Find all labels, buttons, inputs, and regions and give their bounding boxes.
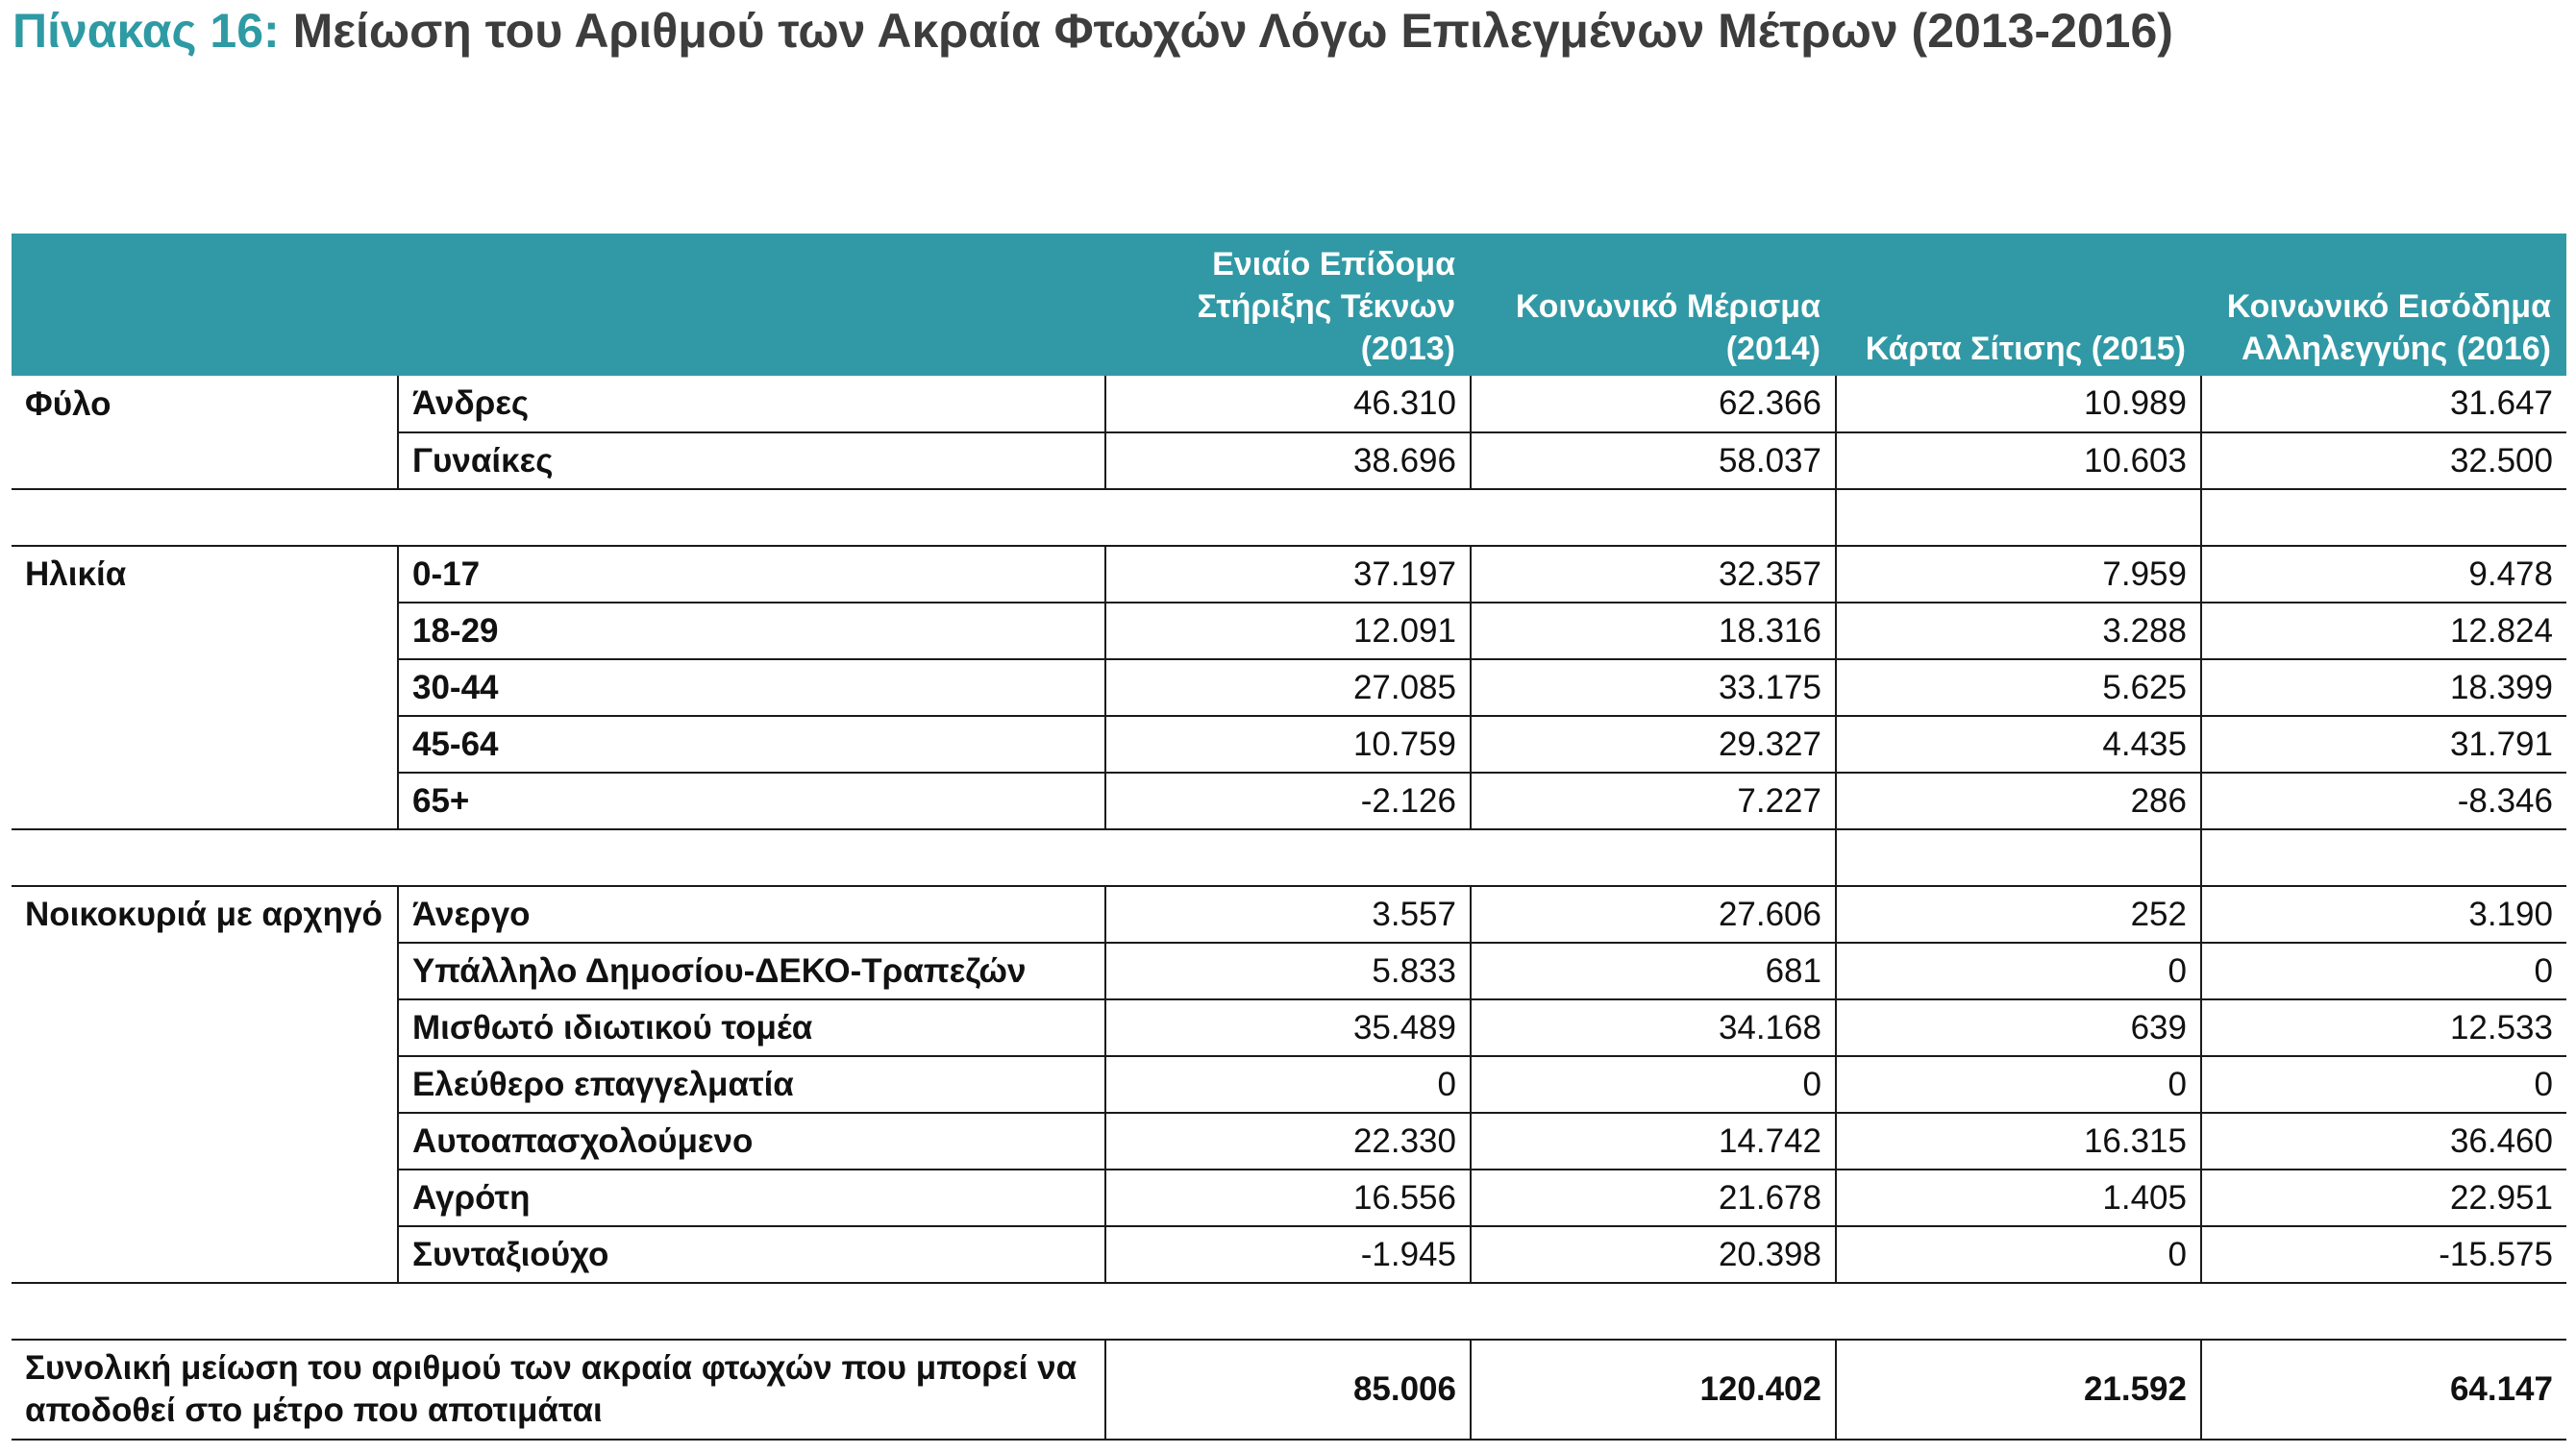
cell-value: -8.346 bbox=[2201, 773, 2566, 829]
total-row bbox=[12, 1340, 2566, 1440]
cell-value: 22.330 bbox=[1105, 1113, 1471, 1170]
cell-value: 18.399 bbox=[2201, 659, 2566, 716]
row-label: 0-17 bbox=[398, 546, 1105, 603]
group-label-age: Ηλικία bbox=[25, 555, 127, 593]
total-value: 120.402 bbox=[1471, 1340, 1836, 1440]
header-row bbox=[12, 234, 2566, 376]
cell-value: 0 bbox=[2201, 1056, 2566, 1113]
table-row bbox=[12, 943, 2566, 999]
row-label: Άνεργο bbox=[398, 886, 1105, 943]
spacer-row bbox=[12, 829, 2566, 886]
total-label: Συνολική μείωση του αριθμού των ακραία φτωχών που μπορεί να αποδοθεί στο μέτρο που αποτιμάται bbox=[12, 1340, 1105, 1440]
group-label-gender: Φύλο bbox=[25, 384, 111, 423]
cell-value: 12.533 bbox=[2201, 999, 2566, 1056]
cell-value: 5.833 bbox=[1105, 943, 1471, 999]
row-label: 30-44 bbox=[398, 659, 1105, 716]
row-label: Συνταξιούχο bbox=[398, 1226, 1105, 1283]
group-label-spacer bbox=[12, 432, 398, 489]
cell-value: 3.288 bbox=[1836, 603, 2201, 659]
spacer-row bbox=[12, 1283, 2566, 1340]
cell-value: 7.227 bbox=[1471, 773, 1836, 829]
cell-value: 681 bbox=[1471, 943, 1836, 999]
row-label: Ελεύθερο επαγγελματία bbox=[398, 1056, 1105, 1113]
table-title-text: Μείωση του Αριθμού των Ακραία Φτωχών Λόγω Επιλεγμένων Μέτρων (2013-2016) bbox=[292, 4, 2173, 58]
cell-value: 62.366 bbox=[1471, 376, 1836, 432]
page-title bbox=[12, 2, 2415, 61]
table-row bbox=[12, 1056, 2566, 1113]
row-label: Αγρότη bbox=[398, 1170, 1105, 1226]
table-row bbox=[12, 659, 2566, 716]
header-measure-2014: Κοινωνικό Μέρισμα (2014) bbox=[1471, 234, 1836, 376]
table-row bbox=[12, 773, 2566, 829]
cell-value: 1.405 bbox=[1836, 1170, 2201, 1226]
poverty-reduction-table bbox=[12, 234, 2566, 1441]
header-blank-1 bbox=[12, 234, 398, 376]
cell-value: 3.557 bbox=[1105, 886, 1471, 943]
cell-value: 18.316 bbox=[1471, 603, 1836, 659]
cell-value: 46.310 bbox=[1105, 376, 1471, 432]
cell-value: 12.091 bbox=[1105, 603, 1471, 659]
cell-value: 252 bbox=[1836, 886, 2201, 943]
cell-value: 0 bbox=[2201, 943, 2566, 999]
cell-value: 22.951 bbox=[2201, 1170, 2566, 1226]
cell-value: 27.606 bbox=[1471, 886, 1836, 943]
cell-value: 4.435 bbox=[1836, 716, 2201, 773]
row-label: 45-64 bbox=[398, 716, 1105, 773]
cell-value: 0 bbox=[1471, 1056, 1836, 1113]
cell-value: 14.742 bbox=[1471, 1113, 1836, 1170]
header-measure-2016: Κοινωνικό Εισόδημα Αλληλεγγύης (2016) bbox=[2201, 234, 2566, 376]
cell-value: 10.603 bbox=[1836, 432, 2201, 489]
cell-value: -15.575 bbox=[2201, 1226, 2566, 1283]
table-row bbox=[12, 376, 2566, 432]
cell-value: 32.500 bbox=[2201, 432, 2566, 489]
cell-value: 29.327 bbox=[1471, 716, 1836, 773]
cell-value: -1.945 bbox=[1105, 1226, 1471, 1283]
cell-value: 31.791 bbox=[2201, 716, 2566, 773]
cell-value: 21.678 bbox=[1471, 1170, 1836, 1226]
header-measure-2013: Ενιαίο Επίδομα Στήριξης Τέκνων (2013) bbox=[1105, 234, 1471, 376]
cell-value: 35.489 bbox=[1105, 999, 1471, 1056]
row-label: Μισθωτό ιδιωτικού τομέα bbox=[398, 999, 1105, 1056]
total-value: 21.592 bbox=[1836, 1340, 2201, 1440]
row-label: 65+ bbox=[398, 773, 1105, 829]
row-label: Υπάλληλο Δημοσίου-ΔΕΚΟ-Τραπεζών bbox=[398, 943, 1105, 999]
cell-value: 32.357 bbox=[1471, 546, 1836, 603]
table-row bbox=[12, 1226, 2566, 1283]
header-measure-2015: Κάρτα Σίτισης (2015) bbox=[1836, 234, 2201, 376]
cell-value: 27.085 bbox=[1105, 659, 1471, 716]
cell-value: 0 bbox=[1105, 1056, 1471, 1113]
table-row bbox=[12, 1170, 2566, 1226]
total-value: 64.147 bbox=[2201, 1340, 2566, 1440]
cell-value: 58.037 bbox=[1471, 432, 1836, 489]
table-row bbox=[12, 886, 2566, 943]
row-label: Γυναίκες bbox=[398, 432, 1105, 489]
cell-value: 5.625 bbox=[1836, 659, 2201, 716]
table-row bbox=[12, 546, 2566, 603]
cell-value: -2.126 bbox=[1105, 773, 1471, 829]
table-row bbox=[12, 999, 2566, 1056]
cell-value: 33.175 bbox=[1471, 659, 1836, 716]
cell-value: 7.959 bbox=[1836, 546, 2201, 603]
row-label: 18-29 bbox=[398, 603, 1105, 659]
cell-value: 3.190 bbox=[2201, 886, 2566, 943]
cell-value: 12.824 bbox=[2201, 603, 2566, 659]
table-row bbox=[12, 716, 2566, 773]
total-value: 85.006 bbox=[1105, 1340, 1471, 1440]
row-label: Αυτοαπασχολούμενο bbox=[398, 1113, 1105, 1170]
cell-value: 37.197 bbox=[1105, 546, 1471, 603]
cell-value: 10.989 bbox=[1836, 376, 2201, 432]
cell-value: 10.759 bbox=[1105, 716, 1471, 773]
cell-value: 286 bbox=[1836, 773, 2201, 829]
cell-value: 38.696 bbox=[1105, 432, 1471, 489]
cell-value: 16.315 bbox=[1836, 1113, 2201, 1170]
table-row bbox=[12, 603, 2566, 659]
cell-value: 9.478 bbox=[2201, 546, 2566, 603]
cell-value: 36.460 bbox=[2201, 1113, 2566, 1170]
spacer-row bbox=[12, 489, 2566, 546]
header-blank-2 bbox=[398, 234, 1105, 376]
cell-value: 0 bbox=[1836, 1226, 2201, 1283]
cell-value: 639 bbox=[1836, 999, 2201, 1056]
table-number-label: Πίνακας 16: bbox=[12, 4, 280, 58]
table-row bbox=[12, 1113, 2566, 1170]
row-label: Άνδρες bbox=[398, 376, 1105, 432]
group-label-household: Νοικοκυριά με αρχηγό bbox=[25, 896, 383, 933]
cell-value: 34.168 bbox=[1471, 999, 1836, 1056]
cell-value: 31.647 bbox=[2201, 376, 2566, 432]
cell-value: 0 bbox=[1836, 1056, 2201, 1113]
table-row bbox=[12, 432, 2566, 489]
cell-value: 20.398 bbox=[1471, 1226, 1836, 1283]
cell-value: 16.556 bbox=[1105, 1170, 1471, 1226]
cell-value: 0 bbox=[1836, 943, 2201, 999]
